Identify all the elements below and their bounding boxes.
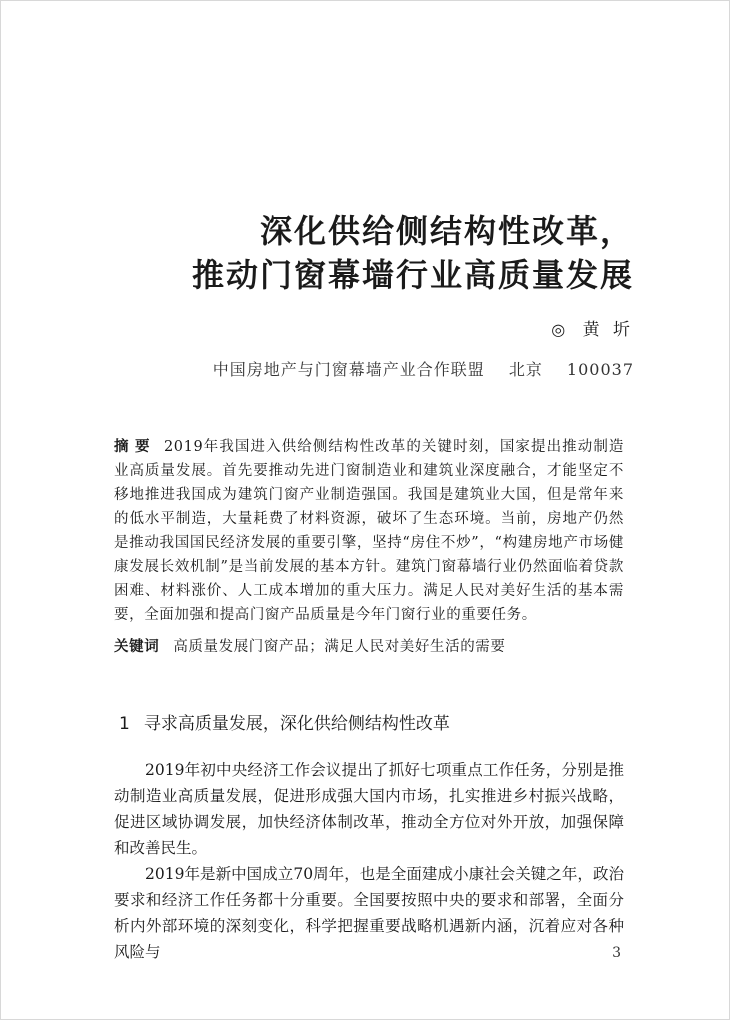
author-name: 黄 圻 <box>582 320 634 340</box>
abstract-label: 摘要 <box>114 439 156 455</box>
section-number: 1 <box>119 714 130 734</box>
title-line-2: 推动门窗幕墙行业高质量发展 <box>191 256 634 294</box>
affiliation-postcode: 100037 <box>566 360 634 379</box>
body-paragraph: 2019年初中央经济工作会议提出了抓好七项重点工作任务，分别是推动制造业高质量发展，促进形成强大国内市场，扎实推进乡村振兴战略，促进区域协调发展，加快经济体制改革，推动全方位对外开放，加强保障和改善民生。 <box>114 761 624 857</box>
affiliation <box>213 357 634 380</box>
section-title: 寻求高质量发展，深化供给侧结构性改革 <box>143 714 450 734</box>
author-line <box>551 315 634 340</box>
section-heading <box>119 709 450 734</box>
page-number: 3 <box>612 945 621 961</box>
abstract <box>114 435 624 627</box>
body-paragraph: 2019年是新中国成立70周年，也是全面建成小康社会关键之年，政治要求和经济工作任务都十分重要。全国要按照中央的要求和部署，全面分析内外部环境的深刻变化，科学把握重要战略机遇新内涵，沉着应对各种风险与 <box>114 865 624 961</box>
author-mark-icon: ◎ <box>551 320 570 339</box>
affiliation-city: 北京 <box>508 360 543 379</box>
keywords-text: 高质量发展门窗产品；满足人民对美好生活的需要 <box>173 639 506 655</box>
keywords-label: 关键词 <box>114 639 160 655</box>
abstract-text: 2019年我国进入供给侧结构性改革的关键时刻，国家提出推动制造业高质量发展。首先要推动先进门窗制造业和建筑业深度融合，才能坚定不移地推进我国成为建筑门窗产业制造强国。我国是建筑业大国，但是常年来的低水平制造，大量耗费了材料资源，破坏了生态环境。当前，房地产仍然是推动我国国民经济发展的重要引擎，坚持“房住不炒”，“构建房地产市场健康发展长效机制”是当前发展的基本方针。建筑门窗幕墙行业仍然面临着贷款困难、材料涨价、人工成本增加的重大压力。满足人民对美好生活的基本需要，全面加强和提高门窗产品质量是今年门窗行业的重要任务。 <box>114 439 625 623</box>
title-line-1: 深化供给侧结构性改革， <box>259 212 634 250</box>
keywords <box>114 635 624 659</box>
body-text <box>114 757 624 965</box>
article-title <box>192 209 634 297</box>
affiliation-org: 中国房地产与门窗幕墙产业合作联盟 <box>212 360 485 379</box>
